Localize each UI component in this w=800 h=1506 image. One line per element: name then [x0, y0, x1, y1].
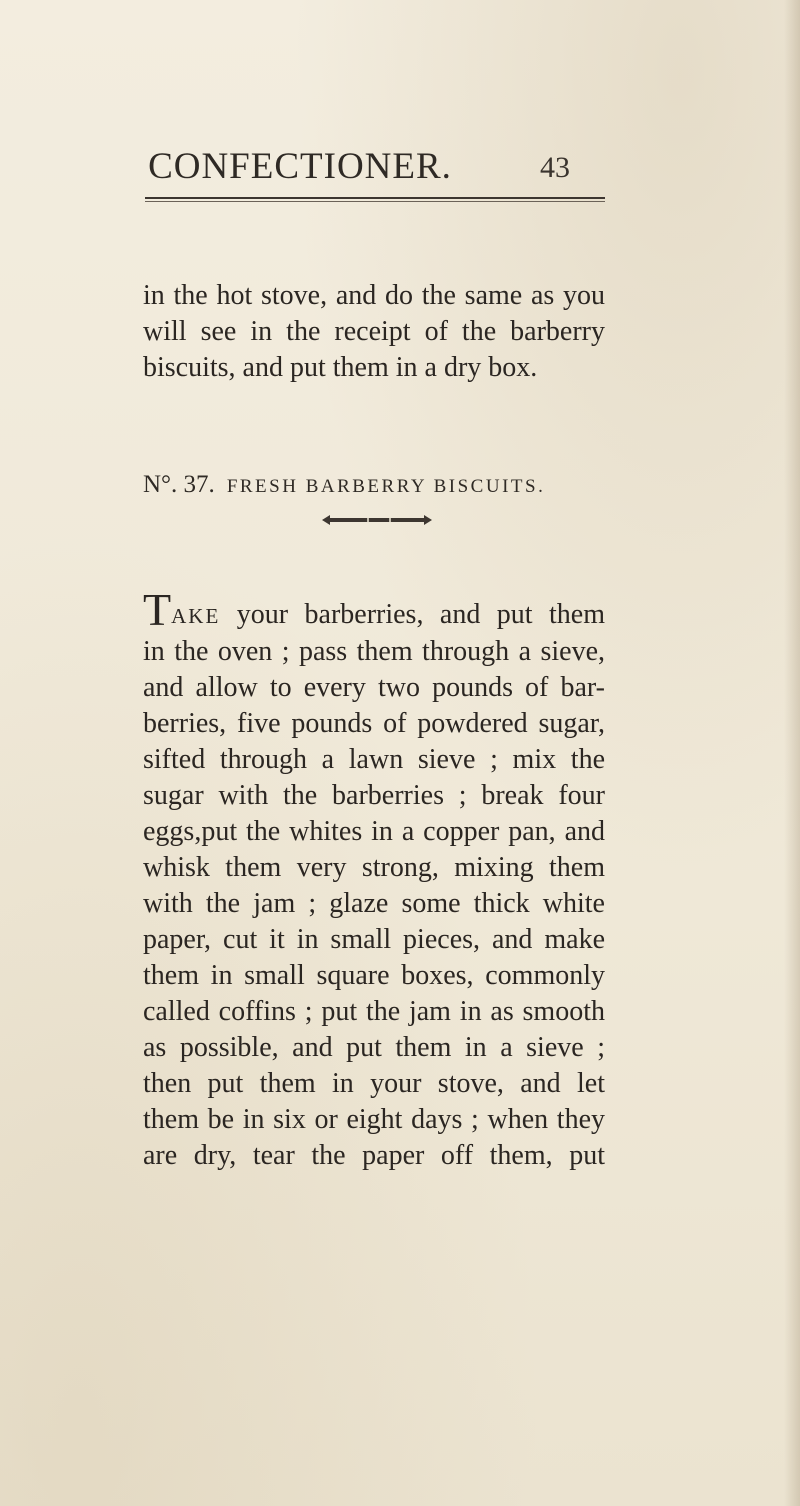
text-line: them in small square boxes, commonly [143, 960, 605, 991]
text-line: biscuits, and put them in a dry box. [143, 352, 538, 383]
section-number: N°. 37. [143, 471, 215, 498]
text-line: and allow to every two pounds of bar- [143, 672, 605, 703]
header-rule [145, 197, 605, 202]
section-title: FRESH BARBERRY BISCUITS. [226, 476, 546, 497]
text-line: as possible, and put them in a sieve ; [143, 1032, 605, 1063]
text-line: sugar with the barberries ; break four [143, 780, 605, 811]
page-edge-shadow [784, 0, 800, 1506]
text-line: paper, cut it in small pieces, and make [143, 924, 605, 955]
first-word-small-caps: AKE [171, 604, 221, 628]
ornament-divider-icon [320, 513, 434, 527]
text-line: called coffins ; put the jam in as smooth [143, 996, 605, 1027]
first-line-rest: your barberries, and put them [236, 599, 605, 630]
text-line: sifted through a lawn sieve ; mix the [143, 744, 605, 775]
section-heading [143, 470, 605, 502]
text-line: are dry, tear the paper off them, put [143, 1140, 605, 1171]
text-line: them be in six or eight days ; when they [143, 1104, 605, 1135]
text-line: whisk them very strong, mixing them [143, 852, 605, 883]
text-line-first [143, 595, 605, 634]
drop-cap: T [143, 595, 172, 634]
running-head [0, 145, 800, 189]
text-line: then put them in your stove, and let [143, 1068, 605, 1099]
text-line: will see in the receipt of the barberry [143, 316, 605, 347]
running-title: CONFECTIONER. [148, 146, 452, 187]
text-line: berries, five pounds of powdered sugar, [143, 708, 605, 739]
page-number: 43 [540, 151, 570, 184]
text-line: in the hot stove, and do the same as you [143, 280, 605, 311]
paragraph-continued [143, 278, 605, 386]
text-line: in the oven ; pass them through a sieve, [143, 636, 605, 667]
recipe-paragraph [143, 595, 605, 1174]
text-line: eggs,put the whites in a copper pan, and [143, 816, 605, 847]
text-line: with the jam ; glaze some thick white [143, 888, 605, 919]
